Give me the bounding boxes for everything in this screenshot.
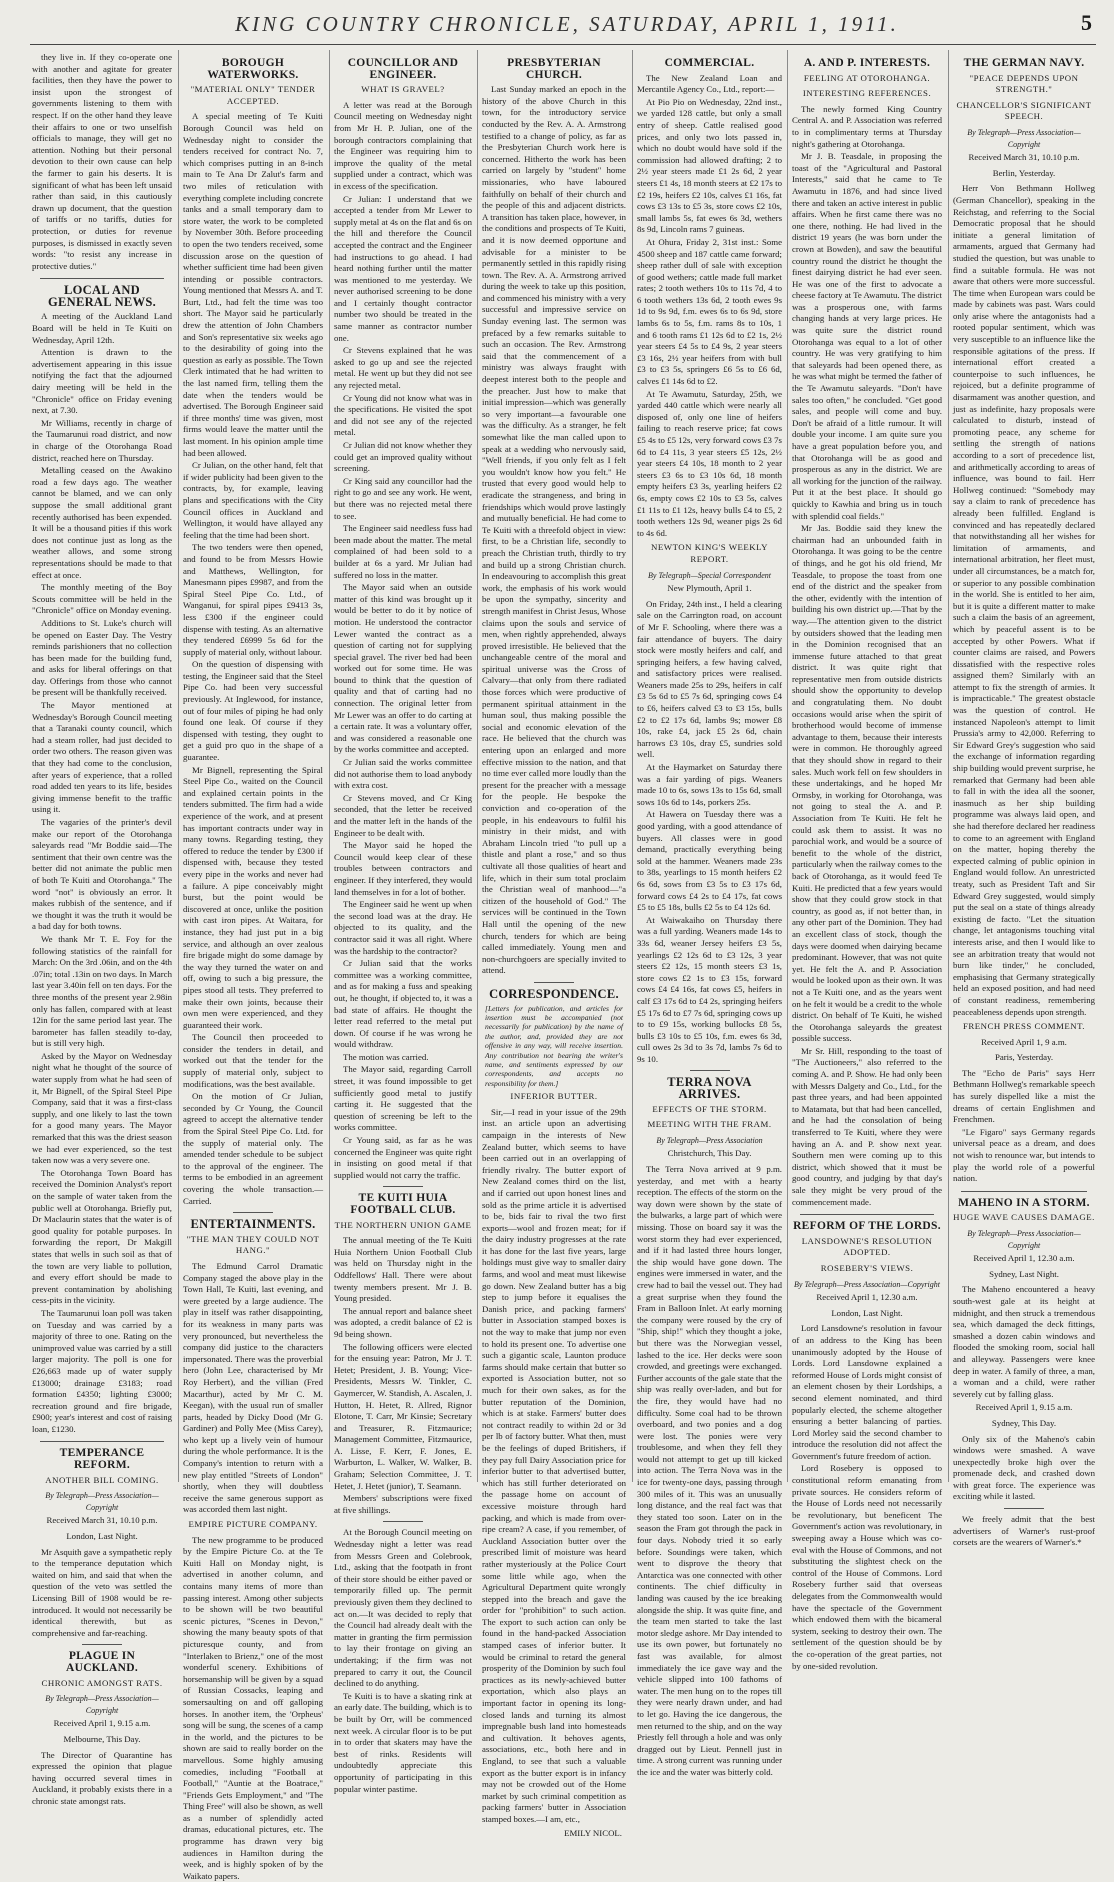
dateline: Christchurch, This Day. (667, 1148, 752, 1159)
article-heading: CORRESPONDENCE. (489, 986, 619, 1001)
article-paragraph (183, 111, 323, 1207)
article-paragraph: The Edmund Carrol Dramatic Company staged the above play in the Town Hall, Te Kuiti, last evening, and were greeted by a large audience. The play in itself was rather disappointing, for its weakness in many parts was very pronounced, but nevertheless the company did justice to the characters impersonated. There was the proverbial hero (John Lee, characterised by Mr Roy Herbert), and the villian (Fred Macarthur), acted by Mr C. M. Keegan), with the usual run of smaller parts, headed by Dicky Dood (Mr G. Gardiner) and Polly Mee (Miss Carey), who kept up a lively vein of humour during the whole performance. It is the Company's intention to return with a new play entitled "Streets of London" shortly, when they will doubtless receive the same generous support as was accorded them last night. (183, 1260, 323, 1515)
byline: By Telegraph—Press Association—Copyright (45, 1491, 159, 1512)
article-paragraph: The Council then proceeded to consider the tenders in detail, and worked out that the tender for the supply of material only, subject to modifications, was the best available. (183, 1032, 323, 1089)
article-subheading: INTERESTING REFERENCES. (802, 88, 932, 99)
masthead-rule (30, 44, 1096, 45)
section-rule (534, 982, 574, 983)
received-line: Received April 1, 12.30 a.m. (973, 1253, 1075, 1264)
article-paragraph: Attention is drawn to the advertisement appearing in this issue notifying the fact that the adjourned dairy meeting will be held in the "Chronicle" office on Friday evening next, at 7.30. (32, 347, 172, 416)
received-line: Received April 1, 12.30 a.m. (816, 1292, 918, 1303)
dateline: London, Last Night. (66, 1531, 138, 1542)
article-paragraph: The "Echo de Paris" says Herr Bethmann Hollweg's remarkable speech has surely dispelled like a mist the dreams of certain Englishmen and Frenchmen. (953, 1067, 1095, 1125)
article-paragraph: At Pio Pio on Wednesday, 22nd inst., we yarded 128 cattle, but only a small entry of sheep. Cattle realised good prices, and only two lots passed in, which no doubt would have sold if the commission had allowed drafting; 2 to 2½ year steers made £1 2s 6d, 2 year steers £1 4s, 18 month steers at £2 17s to £2 19s, heifers £2 10s, calves £1 16s, fat cows £3 13s to £5 3s, store cows £2 10s, small lambs 5s, fat ewes 6s 3d, wethers 8s 9d, Lincoln rams 7 guineas. (637, 96, 782, 235)
article-paragraph: Mr Bignell, representing the Spiral Steel Pipe Co., waited on the Council and explained certain points in the tenders submitted. The firm had a wide experience of the work, and at present has important contracts under way in many towns. Regarding testing, they offered to reduce the tender by £300 if dispensed with, because they tested every pipe in the works and never had a failure. A pipe conceivably might burst, but the point would be discovered at once, unlike the position with cast iron pipes. At Waitara, for instance, they had just put in a big service, and although an over zealous fire brigade might do some damage by the way they turned the water on and off, owing to such a big pressure, the pipes stood all tests. They preferred to make their own joints, because their own men were experienced, and they guaranteed their work. (183, 764, 323, 1030)
article-paragraph (953, 183, 1095, 1018)
article-heading: LOCAL AND GENERAL NEWS. (47, 283, 157, 309)
column-divider (329, 50, 330, 1482)
article-subheading: ANOTHER BILL COMING. (45, 1474, 159, 1485)
section-rule (800, 1214, 934, 1215)
article-paragraph: The vagaries of the printer's devil make our report of the Otorohanga saleyards read "Mr Boddie said—The sentiment that their own centre was the better did not animate the public men of both Te Kuiti and Otorohanga." The word "not" is obviously an error. It makes rubbish of the sentence, and if we thought it was the truth it would be a bad day for both towns. (32, 817, 172, 932)
article-paragraph: Te Kuiti is to have a skating rink at an early date. The building, which is to be built by Orr, will be commenced next week. A circular floor is to be put in to order that skaters may have the best of rinks. Residents will undoubtedly appreciate this opportunity of participating in this popular winter pastime. (334, 1690, 472, 1794)
article-subheading: CHANCELLOR'S SIGNIFICANT SPEECH. (956, 99, 1092, 122)
byline: By Telegraph—Press Association (656, 1135, 763, 1145)
article-heading: BOROUGH WATERWORKS. (207, 57, 299, 81)
byline: By Telegraph—Press Association—Copyright (794, 1279, 940, 1289)
article-subheading: "THE MAN THEY COULD NOT HANG." (186, 1233, 320, 1256)
article-heading: TEMPERANCE REFORM. (59, 1447, 145, 1472)
article-paragraph: The two tenders were then opened, and found to be from Messrs Howie and Matthews, Wellington, for Manesmann pipes £9987, and from the Spiral Steel Pipe Co. Ltd., of Wanganui, for spiral pipes £9413 3s, less £300 if the engineer could dispense with testing. As an alternative they tendered £6999 5s 6d for the supply of material only, without labour. (183, 542, 323, 657)
article-paragraph (953, 1068, 1095, 1185)
section-rule (383, 1186, 423, 1187)
article-paragraph: The Otorohanga Town Board has received the Dominion Analyst's report on the sample of water taken from the public well at Otorohanga. Briefly put, Dr Maclaurin states that the water is of good quality for potable purposes. In forwarding the report, Dr Makgill states that wells in such soil as that of the town are very liable to pollution, and every effort should be made to prevent contamination by abolishing cess-pits in the vicinity. (32, 1167, 172, 1306)
article-paragraph: We freely admit that the best advertisers of Warner's rust-proof corsets are the wearers of Warner's.* (953, 1514, 1095, 1548)
article-paragraph (637, 599, 782, 1066)
article-subheading: WHAT IS GRAVEL? (361, 84, 445, 95)
article-heading: COUNCILLOR AND ENGINEER. (347, 57, 459, 81)
article-paragraph: At the Borough Council meeting on Wednesday night a letter was read from Messrs Green and Colebrook, Ltd., asking that the footpath in front of their store should be either paved or temporarily filled up. The permit previously given them they declined to act on.—It was decided to reply that the Council had already dealt with the matter in granting the firm permission to lay their frontage on giving an undertaking; if the firm was not prepared to carry it out, the Council declined to do anything. (334, 1527, 472, 1689)
section-rule (82, 1644, 122, 1645)
article-heading: PLAGUE IN AUCKLAND. (65, 1650, 139, 1674)
article-paragraph: The Terra Nova arrived at 9 p.m. yesterday, and met with a hearty reception. The effects of the storm on the way down were shown by the state of the bulwarks, a large part of which were missing. Those on board say it was the worst storm they had ever experienced, and if it had lasted three hours longer, the ship would have gone down. The engines were immersed in water, and the crew had to bail the vessel out. They had a great surprise when they found the Fram in Balloon Inlet. At early morning the company were roused by the cry of "Ship, ship!" which they thought a joke, but there was the Norwegian vessel, lashed to the ice. Her decks were soon crowded, and greetings were exchanged. Further accounts of the gale state that the ship was really over-laden, and but for the fire, they would have had no difficulty. Some coal had to be thrown overboard, and two ponies and a dog were lost. The ponies were very troublesome, and when they fell they would not attempt to get up till kicked into action. The Terra Nova was in the ice for twenty-one days, passing through 300 miles of it. This was an unusually long distance, and the real fact was that they stated too soon. Later on in the season the Fram got through the pack in four days. Nobody tried it so early before. Soundings were taken, which went to disprove the theory that Antarctica was one connected with other continents. The chief difficulty in landing was caused by the ice breaking alongside the ship. It was quite fine, and the team men started to take the last motor sledge ashore. Mr Day intended to use its own power, but fortunately no fast was available, for almost immediately the ice gave way and the vehicle slipped into 100 fathoms of water. The men hung on to the ropes till they were nearly drawn under, and had to let go. Having the ice dangerous, the men returned to the ship, and on the way Priestly fell through a hole and was only dragged out by Lieut. Pennell just in time. A strong current was running under the ice and the water was bitterly cold. (637, 1164, 782, 1777)
article-paragraph (637, 1164, 782, 1778)
masthead-title: KING COUNTRY CHRONICLE, SATURDAY, APRIL 1, 1911. (235, 12, 899, 36)
dateline: Paris, Yesterday. (994, 1052, 1054, 1063)
column-4 (482, 52, 626, 1838)
article-paragraph: Mr Jas. Boddie said they knew the chairman had an unbounded faith in Otorohanga. It was going to be the centre of things, and he got his old friend, Mr Teasdale, to propose the toast from one end of the district and the speaker from the other, evidently with the intention of building his own district up.—That by the way.—The attention given to the district by outsiders showed that the leading men in the Dominion recognised that an immense future attached to that great district. It was quite right that representative men from outside districts should show the opportunity to develop and congratulating them. No doubt occasions would arise when the spirit of brotherhood would become of immense advantage to them, because their interests were in common. He thoroughly agreed that they should show in regard to their sales. Much work fell on few shoulders in these undertakings, and he hoped Mr Ormsby, in working for Otorohanga, was not going to steal the A. and P. Association from Te Kuiti. He felt he could ask them to assist. It was no parochial work, and would be a source of benefit to the whole of the district, particularly when the railway comes to the back of Otorohanga, as it would feed Te Kuiti. He predicted that a few years would show that they could grow stock in that country, as good as, if not better than, in any other part of the Dominion. They had an excellent class of stock, though the days were doomed when dairying became predominant. However, that was not quite yet. He felt the A. and P. Association would be looked upon as their own. It was not a Te Kuiti one, and as the years went on he felt it would be a credit to the whole district. On behalf of Te Kuiti, he wished the Otorohanga saleyards the greatest possible success. (792, 523, 942, 1044)
column-divider (948, 50, 949, 1482)
article-subheading: EMPIRE PICTURE COMPANY. (188, 1519, 318, 1530)
column-divider (477, 50, 478, 1482)
section-rule (1004, 1508, 1044, 1509)
article-paragraph (183, 1535, 323, 1882)
article-subheading: FRENCH PRESS COMMENT. (962, 1021, 1086, 1032)
article-heading: THE GERMAN NAVY. (963, 57, 1085, 69)
article-paragraph (637, 73, 782, 540)
article-paragraph: At Ohura, Friday 2, 31st inst.: Some 4500 sheep and 187 cattle came forward; sheep rather dull of sale with exception of good wethers; cattle made full market rates; 2 tooth wethers 10s to 11s 7d, 4 to 6 tooth wethers 13s 6d, 2 tooth ewes 9s 1d to 9s 9d, f.m. ewes 6s to 6s 9d, store lambs 6s to 5s, f.m. rams 8s to 10s, 1 and 6 tooth rams £1 12s 6d to £2 1s, 2½ year steers £4 5s to £4 9s, 2 year steers £3 16s, 2½ year heifers from with bull £3 to £3 5s, springers £6 5s to £6 6d, calves £1 14s 6d to £2. (637, 236, 782, 387)
article-subheading: "PEACE DEPENDS UPON STRENGTH." (969, 72, 1079, 95)
article-paragraph (953, 1434, 1095, 1504)
column-6 (792, 52, 942, 1671)
article-paragraph: Cr Young did not know what was in the specifications. He visited the spot and did not see any of the rejected metal. (334, 392, 472, 438)
article-paragraph: Mr J. B. Teasdale, in proposing the toast of the "Agricultural and Pastoral Interests," said that he came to Te Awamutu in 1876, and had since lived there and taken an active interest in public affairs. When he first came there was no one there, nothing. He had lived in the district 19 years (he was born under the crown at Bowden), and saw the beautiful country round the district he thought the finest dairying district he had ever seen. He was one of the first to advocate a cheese factory at Te Awamutu. The district was a prosperous one, with farms changing hands at very large prices. He was quite sure the district round Otorohanga was equal to a lot of other country. He was very gratifying to him that saleyards had been opened there, as he was what might be termed the father of the Te Awamutu saleyards. "Don't have sales too often," he concluded. "Get good sales, and people will come and buy. Don't be afraid of a little rumour. It will double your income. I am quite sure you have a great population before you, and that Otorohanga will be as good and prosperous as any in the district. We are all working for the junction of the railway. Put it at the best place. It should go quickly to Kawhia and bring us in touch with splendid coal fields." (792, 151, 942, 521)
article-paragraph: On the question of dispensing with testing, the Engineer said that the Steel Pipe Co. had been very successful previously. At Inglewood, for instance, out of four miles of piping he had only found one leak. Of course if they dispensed with testing, they ought to get a guid pro quo in the shape of a guarantee. (183, 659, 323, 763)
column-7 (953, 52, 1095, 1548)
article-paragraph: At Te Awamutu, Saturday, 25th, we yarded 440 cattle which were nearly all disposed of, only one line of heifers failing to reach reserve price; fat cows £5 4s to £5 12s, very forward cows £3 7s 6d to £4 11s, 3 year steers £5 12s, 2½ year steers £4 10s, 18 month to 2 year steers £3 6s to £3 10s 6d, 18 month empty heifers £3 3s, yearling heifers £2 6s, empty cows £2 10s to £3 5s, calves £1 11s to £1 12s, heavy bulls £4 to £5, 2 tooth wethers 12s 9d, weaner pigs 2s 6d to 4s 6d. (637, 388, 782, 538)
article-paragraph (334, 100, 472, 1182)
received-line: Received April 1, 9.15 a.m. (53, 1718, 151, 1729)
article-paragraph: Lord Lansdowne's resolution in favour of an address to the King has been unanimously adopted by the House of Lords. Lord Lansdowne explained a reformed House of Lords might consist of an element chosen by their Lordships, a second element nominated, and third popularly elected, the scheme altogether ensuring a better balancing of parties. Lord Morley said the second chamber to introduce the resolution did not affect the Government's future freedom of action. (792, 1323, 942, 1461)
article-paragraph (32, 311, 172, 1435)
received-line: Received April 1, 9 a.m. (981, 1036, 1067, 1047)
article-paragraph: A letter was read at the Borough Council meeting on Wednesday night from Mr H. P. Julian, one of the borough contractors complaining that the Engineer was requiring him to improve the quality of the metal supplied under a contract, which was in excess of the specification. (334, 99, 472, 191)
column-divider (787, 50, 788, 1482)
article-paragraph (953, 1284, 1095, 1400)
column-divider (178, 50, 179, 1482)
dateline: Sydney, Last Night. (989, 1268, 1059, 1279)
article-paragraph: The Engineer said he went up when the second load was at the dray. He objected to its quality, and the contractor said it was all right. Where was the hardship to the contractor? (334, 899, 472, 956)
article-paragraph (482, 84, 626, 977)
article-paragraph: The annual meeting of the Te Kuiti Huia Northern Union Football Club was held on Thursday night in the Oddfellows' Hall. There were about twenty members present. Mr J. B. Young presided. (334, 1235, 472, 1304)
article-heading: A. AND P. INTERESTS. (803, 57, 931, 69)
dateline: Sydney, This Day. (991, 1417, 1057, 1428)
article-paragraph: On the motion of Cr Julian, seconded by Cr Young, the Council agreed to accept the alternative tender from the Spiral Steel Pipe Co. Ltd. for the supply of material only. The amended tender schedule to be subject to the approval of the engineer. The terms to be embodied in an agreement covering the whole transaction.—Carried. (183, 1091, 323, 1206)
article-paragraph (792, 1323, 942, 1672)
byline: By Telegraph—Press Association—Copyright (45, 1694, 159, 1715)
article-paragraph: Cr Julian: I understand that we accepted a tender from Mr Lewer to supply metal at 4s on the flat and 6s on the hill and therefore the Council accepted the contract and the Engineer had instructions to go ahead. I had heard nothing further until the matter was mentioned to me yesterday. We never authorised screening to be done and I certainly thought contractor number two should be treated in the same manner as contractor number one. (334, 193, 472, 343)
article-paragraph: At Hawera on Tuesday there was a good yarding, with a good attendance of buyers. All classes were in good demand, practically everything being sold at the hammer. Weaners made 23s to 38s, yearlings to 15 month heifers £2 6s 6d, sows from £3 5s to £3 17s 6d, forward cows £4 2s to £4 17s, fat cows £5 to £5 18s, bulls £2 5s to £4 12s 6d. (637, 809, 782, 913)
article-paragraph: A special meeting of Te Kuiti Borough Council was held on Wednesday night to consider the tenders received for contract No. 7, which comprises putting in an 8-inch main to Te Ana Dr Zalut's farm and two miles of reticulation with everything complete including concrete tanks and a small temporary dam to store water, the work to be completed by November 30th. Before proceeding to open the two tenders received, some discussion arose on the question of whether sufficient time had been given intending or possible contractors. Young mentioned that Messrs A. and T. Burt, Ltd., had felt the time was too short. The Mayor said he particularly drew the attention of John Chambers and Son's representative six weeks ago to the desirability of going into the question as early as possible. The Town Clerk intimated that he had written to the last named firm, telling them the date when the tenders would be advertised. The Borough Engineer said if three months' time was given, most firms would leave the matter until the last moment. In his opinion ample time had been allowed. (183, 111, 323, 458)
article-paragraph: On Friday, 24th inst., I held a clearing sale on the Carrington road, on account of Mr F. Schooling, where there was a fair attendance of buyers. The dairy stock were mostly heifers and calf, and springing heifers, a few having calved, and satisfactory prices were realised. Weaners made 25s to 29s, heifers in calf £3 5s 6d to £5 7s 6d, springing cows £4 to £6, heifers calved £3 to £3 15s, bulls £2 to £2 17s 6d, lambs 9s; mower £8 10s, rake £4, jack £5 2s 6d, chain harrows £3 10s, dray £5, sundries sold well. (637, 598, 782, 760)
article-subheading: EFFECTS OF THE STORM. (652, 1103, 767, 1114)
article-subheading: LANSDOWNE'S RESOLUTION ADOPTED. (801, 1235, 933, 1258)
article-paragraph: Asked by the Mayor on Wednesday night what he thought of the source of water supply from what he had seen of it, Mr Bignell, of the Spiral Steel Pipe Company, said that it was a first-class supply, and one likely to last the town for a good many years. The Mayor remarked that this was the driest season we had ever experienced, so the test taken now was a very severe one. (32, 1050, 172, 1166)
article-paragraph: The Director of Quarantine has expressed the opinion that plague having occurred several times in Auckland, it probably exists there in a chronic state amongst rats. (32, 1749, 172, 1806)
article-paragraph: The annual report and balance sheet was adopted, a credit balance of £2 is 9d being shown. (334, 1305, 472, 1339)
article-subheading: HUGE WAVE CAUSES DAMAGE. (953, 1212, 1095, 1223)
article-paragraph: Metalling ceased on the Awakino road a few days ago. The weather cannot be blamed, and we can only suppose the small additional grant recently authorised has been expended. It will be a thousand pities if this work does not continue just as long as the weather allows, and some strong representations should be made to that effect at once. (32, 465, 172, 580)
article-paragraph: Cr Julian, on the other hand, felt that if wider publicity had been given to the contracts, by, for example, leaving plans and specifications with the City Council offices in Auckland and Wellington, it would have allayed any feeling that the time had been short. (183, 460, 323, 540)
section-rule (233, 1212, 273, 1213)
article-paragraph: Herr Von Bethmann Hollweg (German Chancellor), speaking in the Reichstag, and referring to the Social Democratic proposal that he should initiate a general limitation of armaments, argued that Germany had studied the question, but was unable to find a suitable formula. He was not aware that others were more successful. The time when European wars could be made by cabinets was past. Wars could only arise where the antagonists had a rooted popular sentiment, which was very susceptible to an influence like the responsible agitations of the press. If international effort created a counterpoise to such influences, he rejoiced, but a definite programme of disarmament was another question, and just as indefinite, hazy proposals were calculated to disturb, instead of promoting peace, any scheme for settling the strength of nations according to a sort of precedence list, and arithmetically according to areas of influence, was bound to fail. Herr Hollweg continued: "Somebody may say a claim to rank of precedence has already been fulfilled. England is convinced and has repeatedly declared that notwithstanding all her wishes for limitation of armaments, and international arbitration, her fleet must, under all circumstances, be a match for, or superior to any possible combination in the world. She is entitled to her aim, but it is quite a different matter to make such a claim the basis of an agreement, which by peaceful assent is to be accepted by other Powers. What if counter claims are raised, and Powers dissatisfied with the respective roles assigned them? Similarly with an attempt to fix the strength of armies. It is impracticable." The greatest obstacle was the question of control. He instanced Napoleon's attempt to limit Prussia's army to 42,000. Referring to Sir Edward Grey's suggestion who said the exchange of information regarding ship building would prevent surprise, he remarked that Germany had been able to fall in with the idea all the sooner, inasmuch as her ship building programme was always laid open, and she had therefore declared her readiness to come to an agreement with England on the matter, hoping thereby the expected calming of public opinion in England would follow. An unrestricted treaty, such as President Taft and Sir Edward Grey suggested, would simply put the seal on a state of things already existing de facto. "Let the situation change, let antagonisms touching vital interests arise, and then I would like to see an arbitration treaty that would not burn like tinder," he concluded, emphasising that Germany strategically held an exposed position, and had need of constant readiness, remembering peaceableness depends upon strength. (953, 183, 1095, 1017)
article-paragraph: Cr King said any councillor had the right to go and see any work. He went, but there was no rejected metal there to see. (334, 475, 472, 521)
article-paragraph: At the Haymarket on Saturday there was a fair yarding of pigs. Weaners made 10 to 6s, sows 13s to 15s 6d, small sows 10s 6d to 14s, porkers 25s. (637, 762, 782, 807)
column-divider (632, 50, 633, 1482)
article-paragraph: We thank Mr T. E. Foy for the following statistics of the rainfall for March: On the 3rd .06in, and on the 4th .07in; total .13in on two days. In March last year 3.40in fell on ten days. For the three months of the present year 2.98in only has fallen, compared with at least 12in for the same period last year. The barometer has fallen steadily to-day, but is still very high. (32, 933, 172, 1049)
article-paragraph (334, 1235, 472, 1516)
article-paragraph: Cr Julian said the works committee did not authorise them to load anybody with extra cost. (334, 757, 472, 791)
article-subheading: "MATERIAL ONLY" TENDER ACCEPTED. (190, 84, 316, 106)
article-subheading: MEETING WITH THE FRAM. (647, 1119, 772, 1130)
received-line: Received March 31, 10.10 p.m. (968, 152, 1080, 163)
article-paragraph: Cr Young said, as far as he was concerned the Engineer was quite right in insisting on good metal if that supplied would not carry the traffic. (334, 1135, 472, 1180)
column-3 (334, 52, 472, 1794)
article-heading: PRESBYTERIAN CHURCH. (507, 57, 601, 81)
article-paragraph: A meeting of the Auckland Land Board will be held in Te Kuiti on Wednesday, April 12th. (32, 311, 172, 345)
signature: EMILY NICOL. (564, 1827, 622, 1838)
article-subheading: INFERIOR BUTTER. (510, 1091, 598, 1102)
article-paragraph: The Engineer said needless fuss had been made about the matter. The metal complained of had been sold to a builder at 6s a yard. Mr Julian had suffered no loss in the matter. (334, 523, 472, 580)
article-paragraph: The New Zealand Loan and Mercantile Agency Co., Ltd., report:— (637, 72, 782, 95)
dateline: London, Last Night. (831, 1307, 903, 1318)
section-rule (690, 1070, 730, 1071)
column-5 (637, 52, 782, 1777)
masthead (0, 0, 1114, 48)
article-paragraph (183, 1261, 323, 1516)
article-paragraph: The following officers were elected for the ensuing year: Patron, Mr J. T. Hetet; President, J. B. Young; Vice-Presidents, Messrs W. Tinkler, C. Gaymercer, W. Standish, A. Ascalen, J. Hutton, H. Hetet, R. Allred, Rignor Elotone, T. Carr, Mr Kinsie; Secretary and Treasurer, R. Fitzmaurice; Management Committee, Fitzmaurice, A. Lisse, F. Kerr, F. Jones, E. Warburton, L. Walker, W. Walker, B. Graham; Selection Committee, J. T. Hetet, J. Hetet (junior), T. Seamann. (334, 1341, 472, 1491)
dateline: New Plymouth, April 1. (667, 583, 752, 594)
article-paragraph: The motion was carried. (343, 1051, 429, 1062)
article-subheading: FEELING AT OTOROHANGA. (803, 72, 931, 83)
article-heading: TERRA NOVA ARRIVES. (667, 1075, 752, 1102)
article-paragraph (32, 52, 172, 272)
section-rule (40, 278, 164, 279)
article-paragraph: Sir,—I read in your issue of the 29th inst. an article upon an advertising campaign in the interests of New Zealand butter, which seems to have been carried out in an overlapping of friendly rivalry. The butter export of New Zealand comes third on the list, and if carried out upon honest lines and sold as the prime article it is advertised to be, bids fair to rival the two first exports—wool and frozen meat; for if the dairy industry progresses at the rate it has done for the last five years, large holdings must give way to smaller dairy farms, and wool and meat must likewise go down. New Zealand butter has a big step to jump before it equalises the Danish price, and packing farmers' butter in Association stamped boxes is not the way to make that jump nor even to hold its present one. To advertise one such a gigantic scale, Launton produce farms should make certain that butter so exported is Association butter, not so much for their own sakes, as for the butter reputation of the Dominion, which is at stake. Farmers' butter does not contract readily to within 2d or 3d per lb of factory butter. What then, must be the feelings of duped Britishers, if they pay full Dairy Association price for inferior butter to that advertised butter, which has still further deteriorated on the passage home on account of excessive moisture through hard packing, and which is made from over-ripe cream? A case, if you remember, of Auckland Association butter over the prescribed limit of moisture was heard rather mysteriously at the Police Court some little while ago, when the Agricultural Department quite wrongly stepped into the breach and gave the order for "prohibition" to such action. The export to such action can only be found in the hand-packed Association stamped cases of inferior butter. It would be criminal to retard the general prosperity of the Dominion by such foul practices as its newly-achieved butter exportation, which also plays an important factor in opening its long-closed lands and turning its almost impregnable bush land into homesteads and cultivation. It behoves agents, associations, etc., both here and in England, to see that such a valuable export as the butter export is in infancy may not be crowded out of the Home market by such criminal competition as packing farmers' butter in Association stamped boxes.—I am, etc., (482, 1106, 626, 1824)
article-paragraph: The Maheno encountered a heavy south-west gale at its height at midnight, and then struck a tremendous sea, which damaged the deck fittings, smashed a dozen cabin windows and flooded the smoking room, social hall and alleyway. Passengers were knee deep in water. A family of three, a man, a woman and a child, were rather severely cut by falling glass. (953, 1284, 1095, 1399)
section-rule (961, 1191, 1087, 1192)
article-paragraph: Lord Rosebery is opposed to constitutional reform emanating from private sources. He considers reform of the House of Lords need not necessarily be revolutionary, but beneficent The Government's action was revolutionary, in sweeping away a House which was co-eval with the House of Commons, and not substituting the slightest check on the control of the House of Commons. Lord Rosebery further said that overseas delegates from the Commonwealth would have the spectacle of the Government which endowed them with the bicameral system, seeking to destroy their own. The settlement of the question should be by the co-operation of the great parties, not by one-sided revolution. (792, 1463, 942, 1671)
article-subheading: ROSEBERY'S VIEWS. (820, 1262, 914, 1273)
article-paragraph: Mr Williams, recently in charge of the Taumarunui road district, and now in charge of the Otorohanga Road district, reached here on Thursday. (32, 417, 172, 463)
dateline: Melbourne, This Day. (63, 1733, 141, 1744)
article-heading: TE KUITI HUIA FOOTBALL CLUB. (350, 1192, 456, 1216)
editor-note: [Letters for publication, and articles for insertion must be accompanied (not necessarily for publication) by the name of the author, and, provided they are not offensive in any way, will receive insertion. Any contribution not bearing the writer's name, and sentiments expressed by our correspondents, and accepts no responsibility for them.] (485, 1003, 623, 1088)
article-paragraph: Last Sunday marked an epoch in the history of the above Church in this town, for the introductory service conducted by the Rev. A. A. Armstrong testified to a change of policy, as far as the Presbyterian Church work here is concerned. Hitherto the work has been carried on largely by "student" home missionaries, who have laboured faithfully on behalf of their church and the people of this and adjacent districts. A transition has taken place, however, in the conditions and prospects of Te Kuiti, and it is now deemed opportune and advisable for a minister to be permanently settled in this rapidly rising town. The Rev. A. A. Armstrong arrived during the week to take up this position, and commenced his ministry with a very successful and impressive service on Sunday evening last. The sermon was prefaced by a few remarks suitable to such an occasion. The Rev. Armstrong said that the commencement of a ministry was always fraught with deepest interest both to the people and the preacher. Just how to make that initial impression—which was generally so very important—a favourable one was the difficulty. As a stranger, he felt somewhat like the man called upon to speak at a wedding who nervously said, "Well friends, if you only felt as I felt you wouldn't know how you felt." He trusted that every good would help to eradicate the strangeness, and bring in friendships which would prove lastingly and mutually beneficial. He had come to Te Kuiti with a threefold object in view: first, to be a Christian life, secondly to preach the Christian truth, thirdly to try and build up a strong Christian church. In endeavouring to accomplish this great work, the emphasis of his work would be upon the sympathy, sincerity and strength manifest in Christ Jesus, Whose claims upon the souls and service of men, when rightly apprehended, always proved irresistible. He believed that the unchangeable centre of the moral and spiritual universe was the Cross of Calvary—that only from there radiated those forces which were productive of permanent spiritual attainment in the human soul, thus making possible the social and economic elevation of the race. He believed that the church was entering upon an enlarged and more effective mission to the nation, and that no time ever called more loudly than the present for the preacher with a message for the people. He bespoke the conviction and co-operation of the people, in his endeavours to fulfil his ministry in their midst, and with Abraham Lincoln tried "to pull up a thistle and plant a rose," and so thus cultivate all those qualities of heart and life, which in their sum total proclaim the Christian weal of manhood—"a citizen of the household of God." The services will be continued in the Town Hall until the opening of the new church, tenders for which are being called immediately. Young men and non-churchgoers are specially invited to attend. (482, 84, 626, 976)
article-paragraph: Mr Asquith gave a sympathetic reply to the temperance deputation which waited on him, and said that when the question of the veto was settled the Licensing Bill of 1908 would be re-introduced. It would not necessarily be identical therewith, but as comprehensive and far-reaching. (32, 1546, 172, 1638)
article-paragraph: The Mayor said, regarding Carroll street, it was found impossible to get sufficiently good metal to justify carting it. He suggested that the question of screening be left to the works committee. (334, 1064, 472, 1133)
article-heading: REFORM OF THE LORDS. (793, 1220, 941, 1233)
article-heading: COMMERCIAL. (664, 57, 755, 69)
article-paragraph: Cr Stevens moved, and Cr King seconded, that the letter be received and the matter left in the hands of the Engineer to be dealt with. (334, 792, 472, 838)
article-paragraph: Cr Stevens explained that he was asked to go up and see the rejected metal. He went up but they did not see any rejected metal. (334, 345, 472, 391)
article-subheading: NEWTON KING'S WEEKLY REPORT. (651, 542, 768, 564)
dateline: Berlin, Yesterday. (992, 167, 1056, 178)
article-paragraph (482, 1107, 626, 1826)
article-paragraph: The new programme to be produced by the Empire Picture Co. at the Te Kuiti Hall on Monday night, is advertised in another column, and contains many items of more than passing interest. Among other subjects to be shown will be two beautiful scenic pictures, "Scenes in Devon," showing the many beauty spots of that picturesque county, and from "Interlaken to Brienz," one of the most wonderful scenery. Exhibitions of horsemanship will be given by a squad of Russian Cossacks, leaping and somersaulting on and off galloping horses. In another item, the 'Orpheus' song will be sung, the scenes of a camp in the world, and the pictures to be shown are said to really border on the marvellous. Some highly amusing comedies, including "Football at Football," "Auntie at the Boatrace," "Friends Gets Employment," and "The Thing Free" will also be shown, as well as a number of splendidly acted dramas, educational pictures, etc. The programme has drawn very big audiences in Hamilton during the week, and is highly spoken of by the Waikato papers. (183, 1534, 323, 1881)
article-heading: MAHENO IN A STORM. (958, 1196, 1090, 1209)
section-rule (40, 1441, 164, 1442)
article-paragraph: Cr Julian did not know whether they could get an improved quality without screening. (334, 440, 472, 474)
received-line: Received March 31, 10.10 p.m. (46, 1515, 158, 1526)
article-paragraph: Additions to St. Luke's church will be opened on Easter Day. The Vestry reminds parishioners that no collection has been made for the building fund, and asks for liberal offerings on that day. Offerings from those who cannot be present will be thankfully received. (32, 617, 172, 698)
article-paragraph: "Le Figaro" says Germany regards universal peace as a dream, and does not wish to renounce war, but intends to play the world role of a powerful nation. (953, 1126, 1095, 1184)
article-paragraph (334, 1527, 472, 1795)
byline: By Telegraph—Press Association—Copyright (967, 1229, 1081, 1250)
article-paragraph: Members' subscriptions were fixed at five shillings. (334, 1493, 472, 1515)
article-paragraph: The newly formed King Country Central A. and P. Association was referred to in complimentary terms at Thursday night's gathering at Otorohanga. (792, 103, 942, 149)
section-rule (383, 1521, 423, 1522)
byline: By Telegraph—Special Correspondent (648, 570, 771, 580)
article-paragraph: Cr Julian said that the works committee was a working committee, and as for making a fuss and speaking out, he thought, if objected to, it was a bad state of affairs. He thought the letter read referred to the metal put down. Of course if he was wrong he would withdraw. (334, 958, 472, 1050)
page-number: 5 (1081, 10, 1092, 35)
article-paragraph: Mr Sr. Hill, responding to the toast of "The Auctioneers," also referred to the coming A. and P. Show. He had only been with Messrs Dalgety and Co., Ltd., for the past three years, and had been appointed to Matamata, but that had been cancelled, and he had the consolation of being transferred to Te Kuiti, where they were having an A. and P. show next year. Southern men were coming up to this district, which showed that it must be good country, and judging by that day's sale they might be very proud of the commencement made. (792, 1045, 942, 1207)
article-paragraph: The Mayor said when an outside matter of this kind was brought up it would be better to do it by notice of motion. He understood the contractor Lewer wanted the contract as a question of carting not for supplying special gravel. The river bed had been worked out for some time. He was bound to think that the question of quality and that of carting had no connection. The original letter from Mr Lewer was an offer to do carting at a certain rate. It was a voluntary offer, and was considered a reasonable one by the works committee and accepted. (334, 582, 472, 755)
article-paragraph: The monthly meeting of the Boy Scouts committee will be held in the "Chronicle" office on Monday evening. (32, 582, 172, 616)
article-heading: ENTERTAINMENTS. (190, 1217, 316, 1232)
article-subheading: THE NORTHERN UNION GAME (334, 1219, 472, 1230)
received-line: Received April 1, 9.15 a.m. (975, 1402, 1073, 1413)
article-paragraph: Only six of the Maheno's cabin windows were smashed. A wave unexpectedly broke high over the promenade deck, and crashed down with great force. The experience was exciting while it lasted. (953, 1433, 1095, 1502)
article-subheading: CHRONIC AMONGST RATS. (41, 1677, 163, 1688)
article-paragraph: The Mayor mentioned at Wednesday's Borough Council meeting that a Taranaki county council, which had a steam roller, had just decided to order two others. The reason given was that they had come to the conclusion, after years of experience, that a rolled road added ten years to its life, besides giving immense benefit to the traffic using it. (32, 700, 172, 815)
column-1 (32, 52, 172, 1806)
byline: By Telegraph—Press Association—Copyright (967, 127, 1081, 149)
article-paragraph: they live in. If they co-operate one with another and agitate for greater facilities, then they have the power to insist upon the strongest of governments listening to them with respect. If on the other hand they leave their affairs to one or two unselfish officials to manage, they will get no attention. Nothing but their personal devotion to their own cause can help the farmer to gain his deserts. It is significant of what has been left unsaid rather than said, in this cautiously drawn up document, that the question of tariffs or no tariffs, duties for protection, or duties for revenue purposes, is dismissed in exactly seven words: "to resist any increase in protective duties." (32, 52, 172, 271)
article-paragraph: At Waiwakaiho on Thursday there was a full yarding. Weaners made 14s to 33s 6d, weaner Jersey heifers £3 5s, yearlings £2 12s 6d to £3 12s, 3 year steers £2 12s, 15 month steers £3 1s, store cows £2 1s to £3 15s, forward cows £4 £4 16s, fat cows £5, heifers in calf £3 17s 6d to £4 2s, springing heifers £5 17s 6d to £7 7s 6d, springing cows up to to £9 15s, working bullocks £8 5s, bulls £3 10s to £5 10s, f.m. ewes 6s 3d, cull owes 2s 3d to 3s 7d, lambs 7s 6d to 9s 10. (637, 914, 782, 1064)
article-paragraph: The Mayor said he hoped the Council would keep clear of these troubles between contractors and engineer. If they interfered, they would land themselves in for a lot of bother. (334, 840, 472, 897)
column-2 (183, 52, 323, 1881)
article-paragraph (792, 104, 942, 1208)
article-paragraph: The Taumarunui loan poll was taken on Tuesday and was carried by a majority of three to one. Rating on the unimproved value was carried by a still larger majority. The poll is one for £26,663 made up of water supply £13000; drainage £3183; road formation £4350; lighting £3000; recreation ground and fire brigade, £900; year's interest and cost of raising loan, £1230. (32, 1307, 172, 1434)
